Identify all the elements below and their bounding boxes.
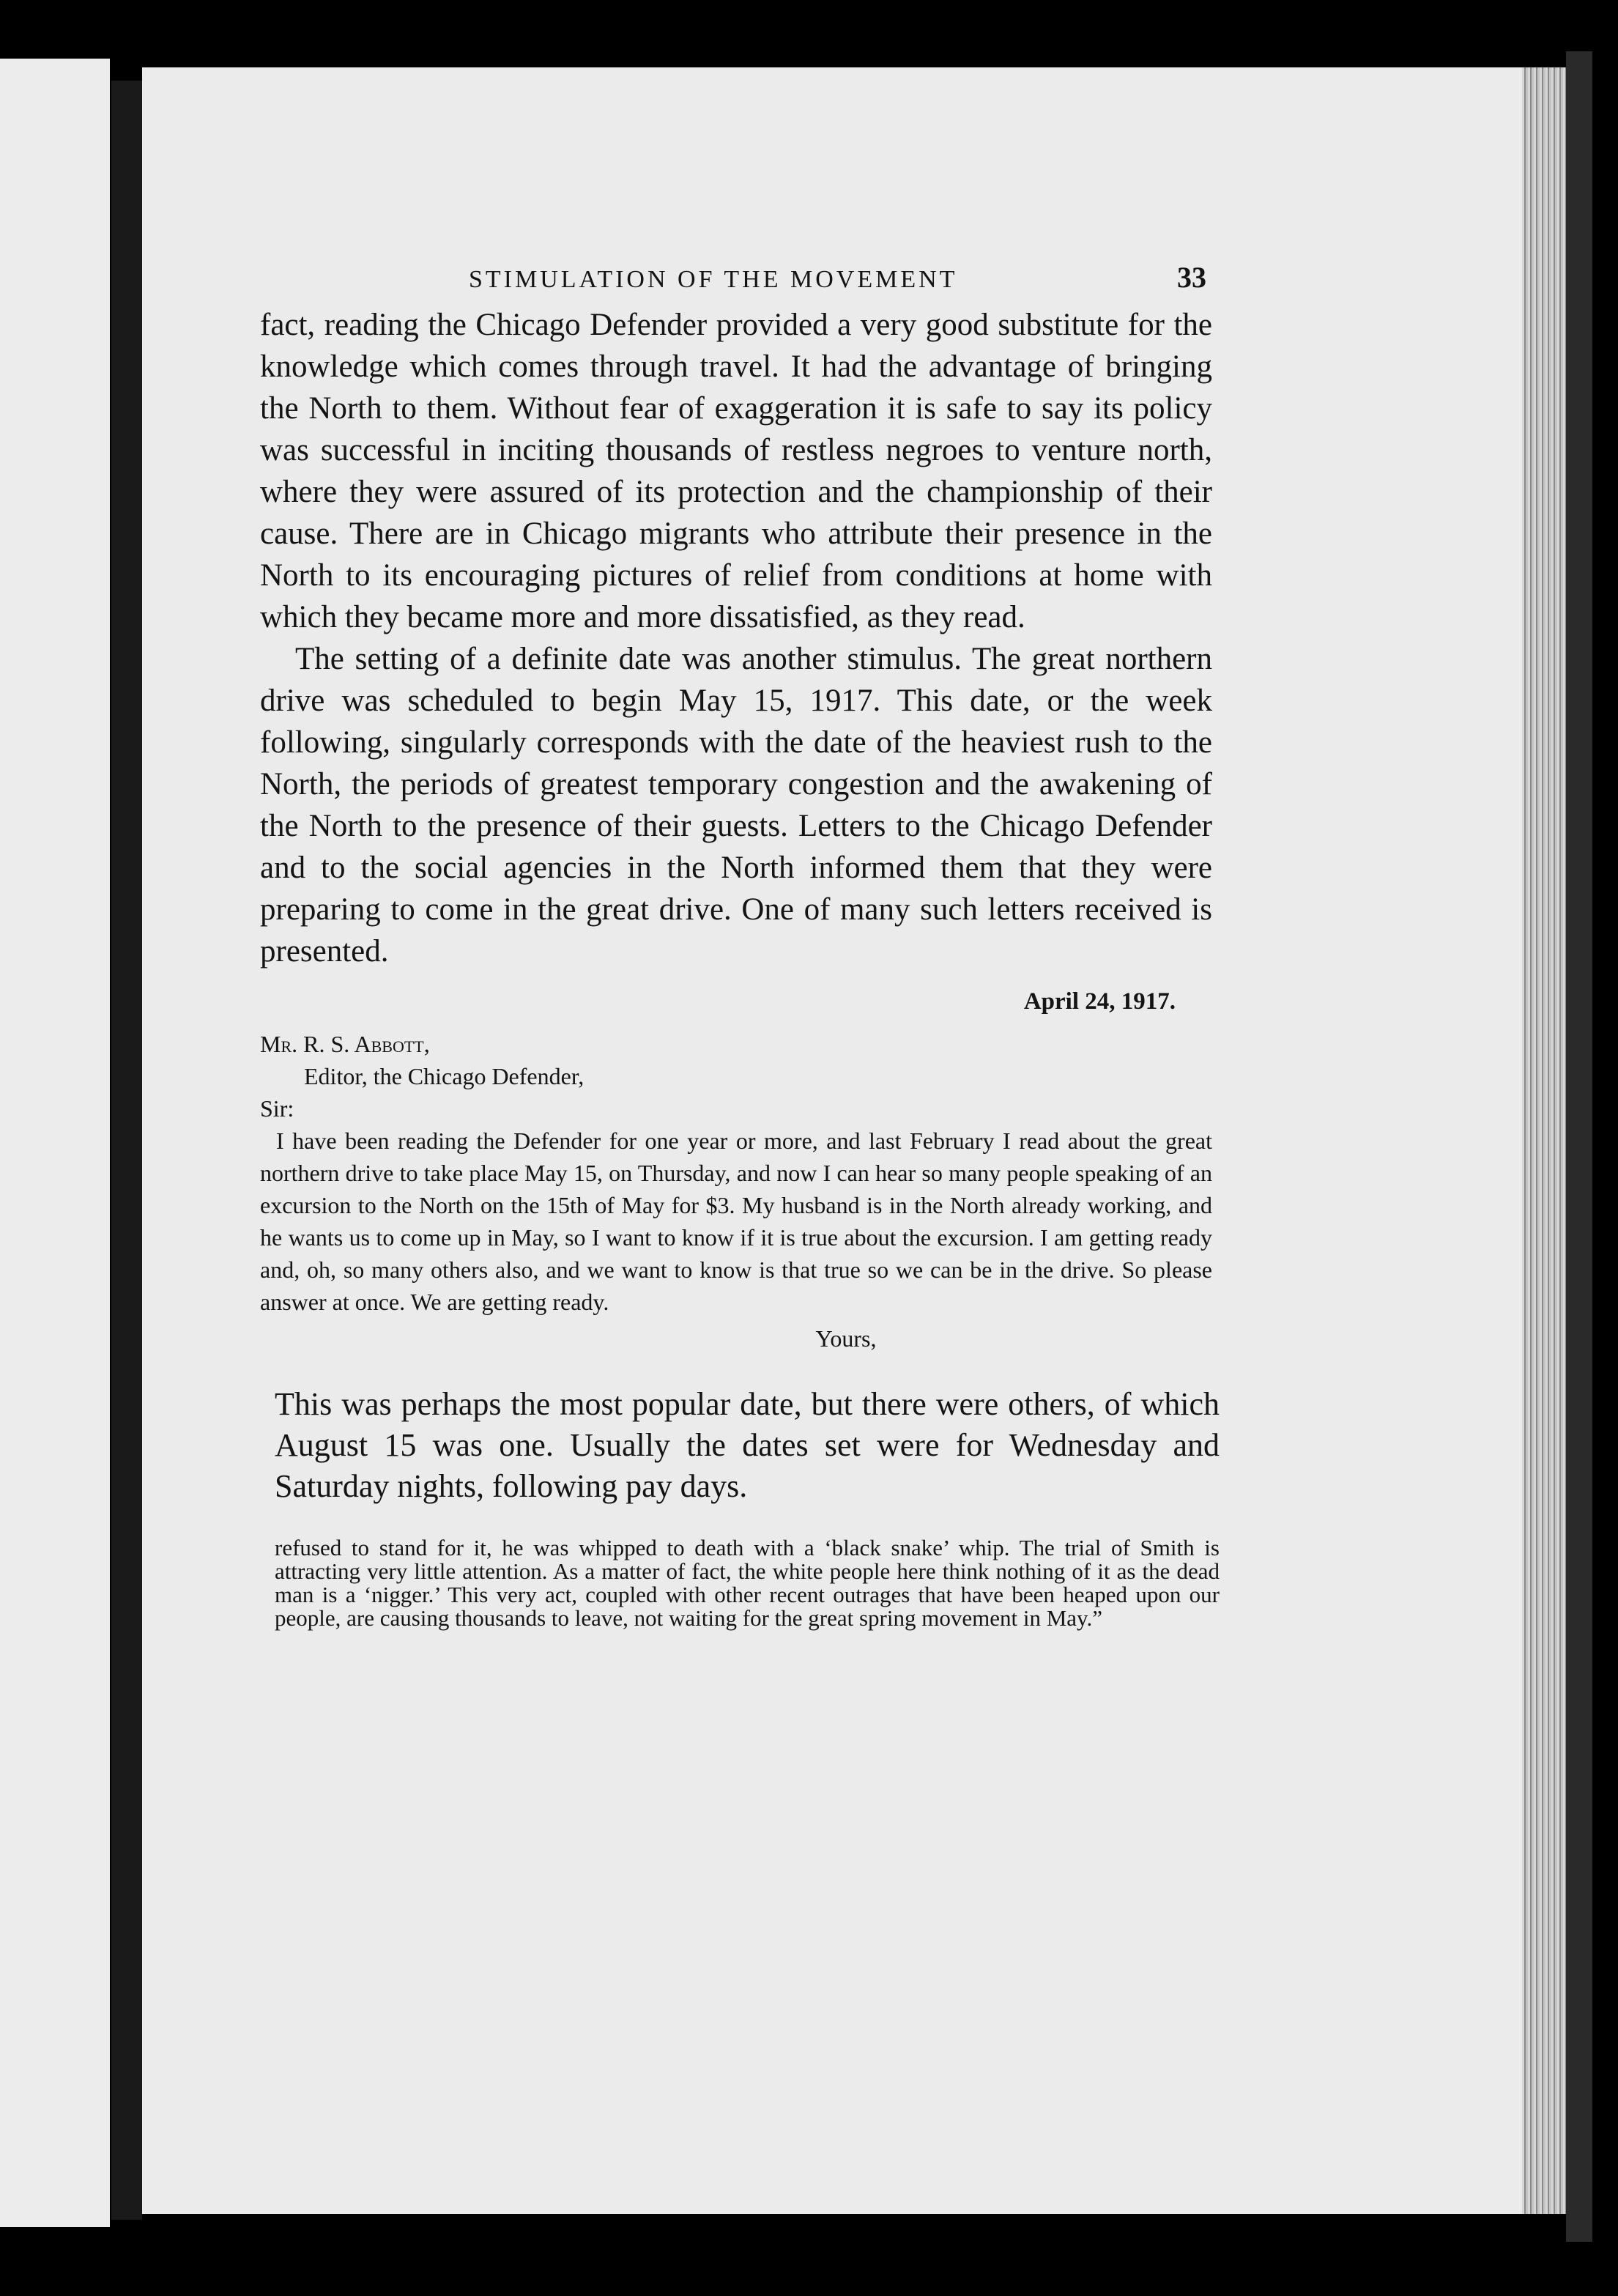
footnote: refused to stand for it, he was whipped to death with a ‘black snake’ whip. The trial of Smith is attracting very little attention. As a matter of fact, the white people here think nothing of it as the dead man is a ‘nigger.’ This very act, coupled with other recent outrages that have been heaped upon our people, are causing thousands to leave, not waiting for the great spring movement in May.” — [275, 1535, 1220, 1631]
paragraph-2: The setting of a definite date was another stimulus. The great northern drive was scheduled to begin May 15, 1917. This date, or the week following, singularly corresponds with the date of the heaviest rush to the North, the periods of greatest temporary congestion and the awakening of the North to the presence of their guests. Letters to the Chicago Defender and to the social agencies in the North informed them that they were preparing to come in the great drive. One of many such letters received is presented. — [260, 642, 1212, 969]
paragraph-1: fact, reading the Chicago Defender provided a very good substitute for the knowledge which comes through travel. It had the advantage of bringing the North to them. Without fear of exaggeration it is safe to say its policy was successful in inciting thousands of restless negroes to venture north, where they were assured of its protection and the championship of their cause. There are in Chicago migrants who attribute their presence in the North to its encouraging pictures of relief from conditions at home with which they became more and more dissatisfied, as they read. — [260, 308, 1212, 634]
binding-edge — [111, 81, 142, 2220]
addressee-name: R. S. Abbott, — [303, 1031, 430, 1057]
letter-body: I have been reading the Defender for one year or more, and last February I read about the great northern drive to take place May 15, on Thursday, and now I can hear so many people speaking of an excursion to the North on the 15th of May for $3. My husband is in the North already working, and he wants us to come up in May, so I want to know if it is true about the excursion. I am getting ready and, oh, so many others also, and we want to know is that true so we can be in the drive. So please answer at once. We are getting ready. — [260, 1127, 1212, 1315]
letter-signoff: Yours, — [815, 1325, 877, 1352]
addressee-title: Mr. — [260, 1031, 298, 1057]
letter-salutation: Sir: — [260, 1095, 294, 1122]
adjacent-page — [0, 59, 110, 2227]
closing-paragraph: This was perhaps the most popular date, but there were others, of which August 15 was one. Usually the dates set were for Wednesday and Saturday nights, following pay days. — [275, 1386, 1220, 1504]
running-title: STIMULATION OF THE MOVEMENT — [469, 266, 958, 293]
running-head — [260, 260, 1212, 304]
letter-addressee — [260, 1028, 1212, 1060]
book-cover-edge — [1566, 51, 1592, 2242]
page-stack-edge — [1522, 67, 1566, 2214]
page-content — [260, 260, 1220, 1631]
letter-addressee-role: Editor, the Chicago Defender, — [304, 1063, 585, 1089]
page-number: 33 — [1177, 261, 1206, 294]
letter-date: April 24, 1917. — [1023, 988, 1176, 1015]
quoted-letter — [260, 985, 1212, 1355]
